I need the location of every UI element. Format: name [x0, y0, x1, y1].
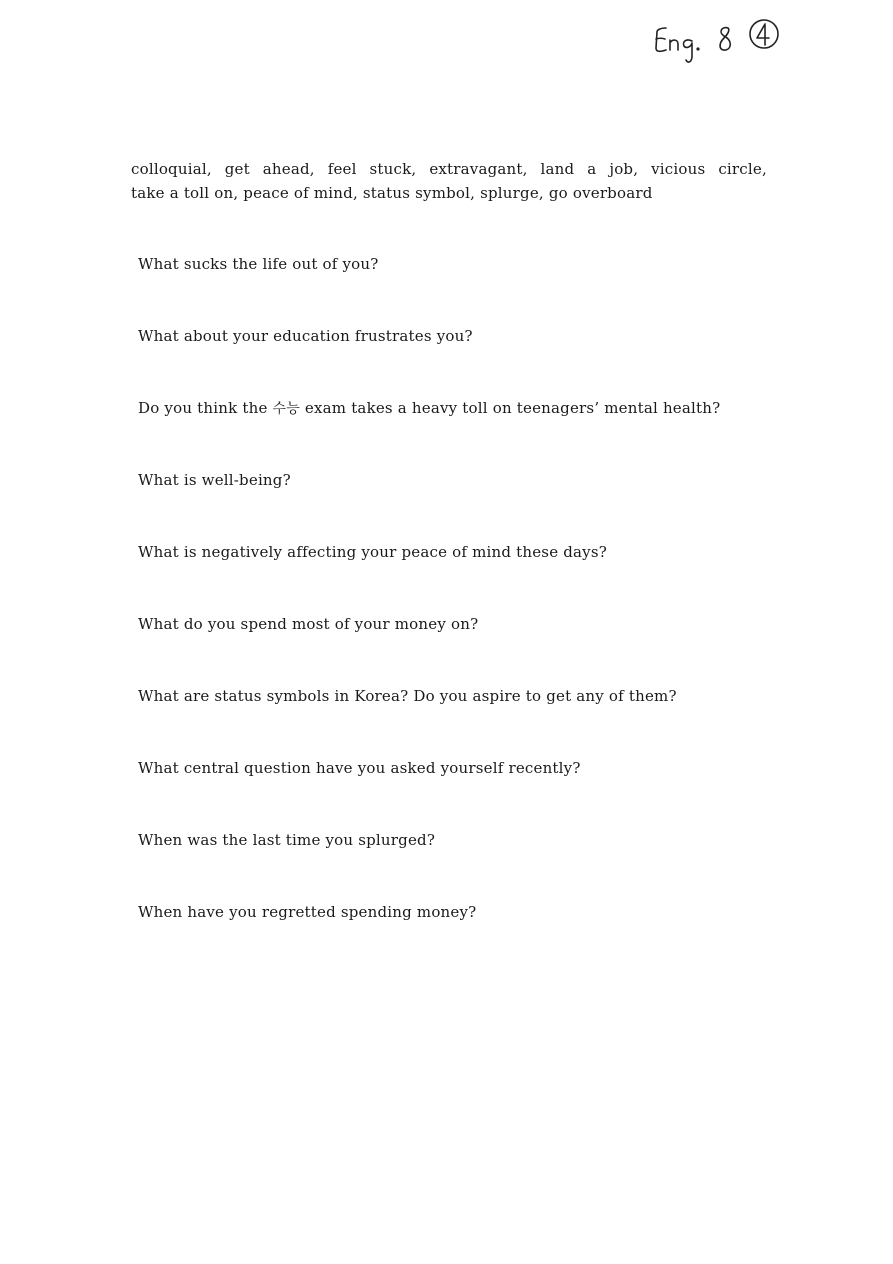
- question-1: What sucks the life out of you?: [138, 255, 379, 273]
- question-6: What do you spend most of your money on?: [138, 615, 479, 633]
- vocab-word: vicious: [651, 160, 706, 178]
- question-3-end: exam takes a heavy toll on teenagers’ mental health?: [299, 399, 721, 417]
- vocabulary-line-1: [131, 157, 767, 181]
- vocab-word: circle,: [718, 160, 767, 178]
- vocab-word: ahead,: [262, 160, 315, 178]
- vocab-word: feel: [327, 160, 357, 178]
- question-8: What central question have you asked yourself recently?: [138, 759, 581, 777]
- question-5: What is negatively affecting your peace of mind these days?: [138, 543, 607, 561]
- vocab-word: job,: [609, 160, 639, 178]
- vocab-word: colloquial,: [131, 160, 212, 178]
- vocabulary-line-2: take a toll on, peace of mind, status symbol, splurge, go overboard: [131, 184, 653, 202]
- question-7: What are status symbols in Korea? Do you aspire to get any of them?: [138, 687, 677, 705]
- vocab-word: get: [224, 160, 250, 178]
- handwritten-page-label: [648, 14, 788, 74]
- question-3-hangul-term: 수능: [272, 401, 300, 417]
- question-3-start: Do you think the: [138, 399, 273, 417]
- vocab-word: stuck,: [369, 160, 417, 178]
- question-4: What is well-being?: [138, 471, 291, 489]
- question-3: [138, 396, 778, 468]
- vocabulary-list: [131, 157, 767, 205]
- vocab-word: a: [587, 160, 597, 178]
- vocab-word: land: [540, 160, 575, 178]
- question-10: When have you regretted spending money?: [138, 903, 477, 921]
- question-2: What about your education frustrates you?: [138, 327, 473, 345]
- question-list: [138, 252, 778, 972]
- question-9: When was the last time you splurged?: [138, 831, 436, 849]
- vocab-word: extravagant,: [429, 160, 528, 178]
